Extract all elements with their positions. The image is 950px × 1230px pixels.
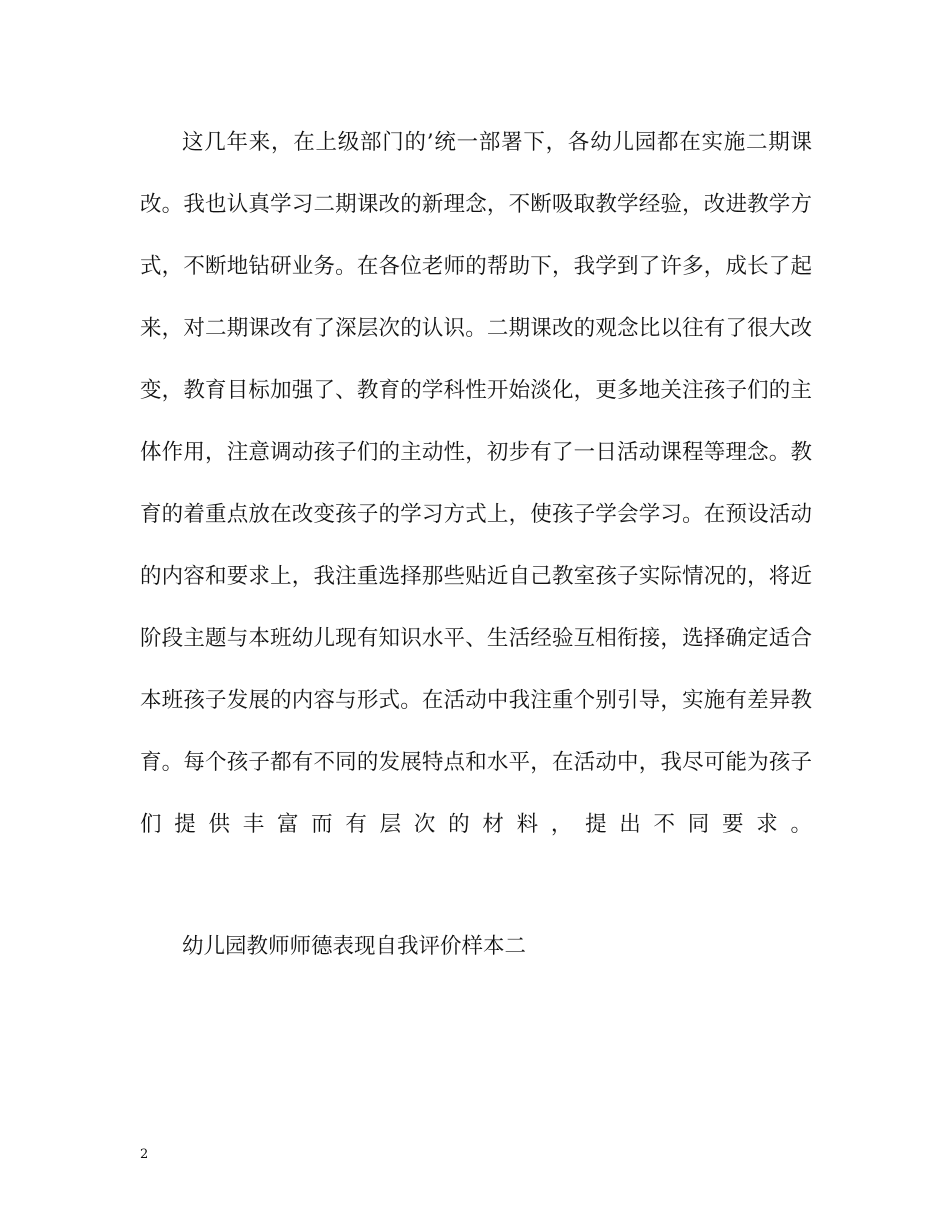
- paragraph-line: 改。我也认真学习二期课改的新理念，不断吸取教学经验，改进教学方: [140, 192, 812, 217]
- paragraph-line: 体作用，注意调动孩子们的主动性，初步有了一日活动课程等理念。教: [140, 440, 812, 465]
- paragraph-line: 这几年来，在上级部门的’统一部署下，各幼儿园都在实施二期课: [182, 130, 812, 155]
- paragraph-line: 变，教育目标加强了、教育的学科性开始淡化，更多地关注孩子们的主: [140, 378, 812, 403]
- paragraph-line: 育。每个孩子都有不同的发展特点和水平，在活动中，我尽可能为孩子: [140, 750, 812, 775]
- paragraph-line: 阶段主题与本班幼儿现有知识水平、生活经验互相衔接，选择确定适合: [140, 626, 812, 651]
- paragraph-line: 们提供丰富而有层次的材料，提出不同要求。: [140, 812, 812, 837]
- paragraph-line: 的内容和要求上，我注重选择那些贴近自己教室孩子实际情况的，将近: [140, 564, 812, 589]
- paragraph-line: 育的着重点放在改变孩子的学习方式上，使孩子学会学习。在预设活动: [140, 502, 812, 527]
- section-heading: 幼儿园教师师德表现自我评价样本二: [182, 934, 527, 959]
- page-number: 2: [140, 1147, 149, 1162]
- paragraph-line: 式，不断地钻研业务。在各位老师的帮助下，我学到了许多，成长了起: [140, 254, 812, 279]
- paragraph-line: 本班孩子发展的内容与形式。在活动中我注重个别引导，实施有差异教: [140, 688, 812, 713]
- paragraph-line: 来，对二期课改有了深层次的认识。二期课改的观念比以往有了很大改: [140, 316, 812, 341]
